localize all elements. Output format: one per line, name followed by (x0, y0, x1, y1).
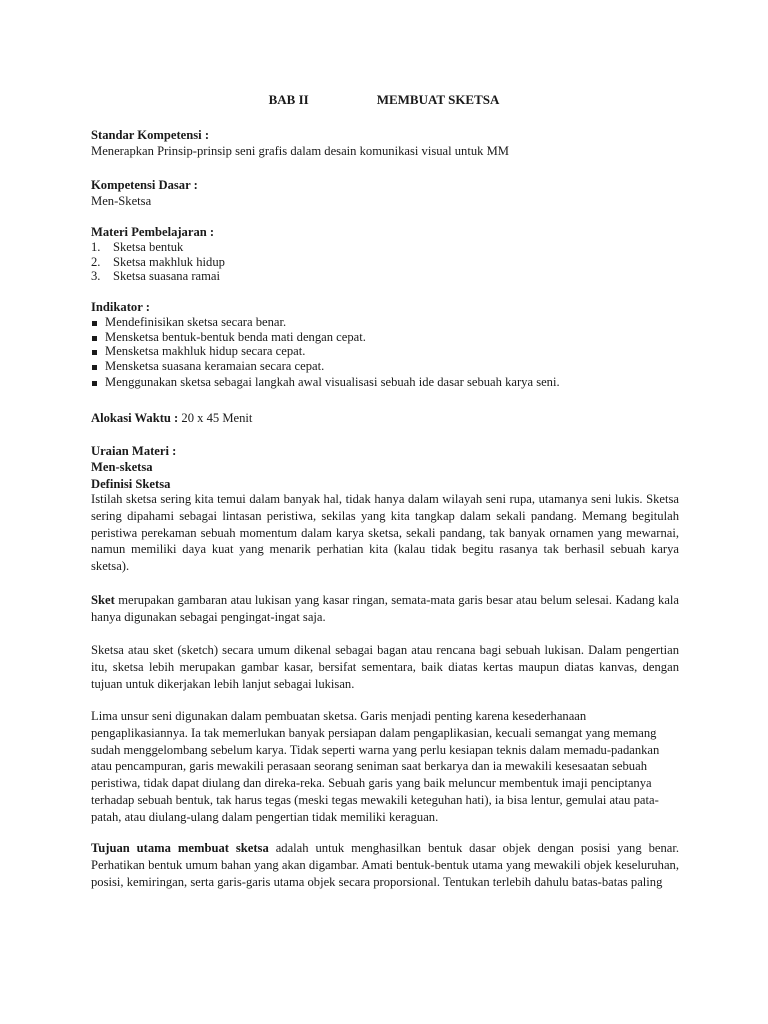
standar-kompetensi-section (91, 127, 679, 160)
bullet-square-icon (92, 350, 97, 355)
list-item: 2. Sketsa makhluk hidup (91, 254, 225, 269)
indikator-section (91, 299, 679, 390)
bullet-square-icon (92, 336, 97, 341)
page-title (0, 92, 768, 108)
bullet-square-icon (92, 321, 97, 326)
uraian-materi-label: Uraian Materi : (91, 444, 177, 458)
uraian-materi-section (91, 443, 679, 492)
men-sketsa-heading: Men-sketsa (91, 460, 153, 475)
kompetensi-dasar-text: Men-Sketsa (91, 194, 152, 209)
bullet-square-icon (92, 381, 97, 386)
kompetensi-dasar-label: Kompetensi Dasar : (91, 178, 198, 192)
list-item: 1. Sketsa bentuk (91, 240, 184, 255)
paragraph-line: sudah menggelombang sebelum karya. Tidak seperti warna yang perlu kesiapan teknis dalam memadu-padankan (91, 742, 660, 757)
paragraph-line: terhadap sebuah bentuk, tak harus tegas (meski tegas mewakili keteguhan hati), ia bisa lentur, gemulai atau pata- (91, 792, 659, 807)
kompetensi-dasar-section (91, 177, 679, 210)
paragraph-line: peristiwa, tidak dapat diulang dan direka-reka. Sebuah garis yang baik meluncur membentuk imaji penciptanya (91, 776, 652, 791)
paragraph-3: Sketsa atau sket (sketch) secara umum dikenal sebagai bagan atau rencana bagi sebuah lukisan. Dalam pengertian itu, sketsa lebih merupakan gambar kasar, bersifat sementara, baik diatas kertas maupun diatas kanvas, dengan tujuan untuk dikerjakan lebih lanjut sebagai lukisan. (91, 643, 679, 691)
tujuan-utama-term: Tujuan utama membuat sketsa (91, 841, 269, 855)
materi-pembelajaran-section (91, 224, 679, 284)
materi-list (91, 240, 679, 284)
materi-pembelajaran-label: Materi Pembelajaran : (91, 225, 215, 239)
bullet-square-icon (92, 365, 97, 370)
indikator-list (91, 315, 679, 390)
list-item: Menggunakan sketsa sebagai langkah awal visualisasi sebuah ide dasar sebuah karya seni. (91, 375, 679, 390)
chapter-heading: MEMBUAT SKETSA (376, 92, 500, 107)
list-item: Mensketsa suasana keramaian secara cepat. (91, 359, 679, 374)
paragraph-line: pengaplikasiannya. Ia tak memerlukan banyak persiapan dalam pengaplikasian, kecuali semangat yang memang (91, 725, 657, 740)
standar-kompetensi-label: Standar Kompetensi : (91, 128, 210, 142)
paragraph-4 (91, 708, 679, 826)
alokasi-waktu-value: 20 x 45 Menit (178, 411, 253, 425)
chapter-label: BAB II (268, 92, 309, 107)
paragraph-2: Sket merupakan gambaran atau lukisan yang kasar ringan, semata-mata garis besar atau belum selesai. Kadang kala hanya digunakan sebagai pengingat-ingat saja. (91, 593, 679, 624)
paragraph-5: Tujuan utama membuat sketsa adalah untuk menghasilkan bentuk dasar objek dengan posisi yang benar. Perhatikan bentuk umum bahan yang akan digambar. Amati bentuk-bentuk utama yang mewakili objek keseluruhan, posisi, kemiringan, serta garis-garis utama objek secara proporsional. Tentukan terlebih dahulu batas-batas paling (91, 841, 679, 889)
paragraph-line: Lima unsur seni digunakan dalam pembuatan sketsa. Garis menjadi penting karena kesederhanaan (91, 709, 587, 723)
definisi-sketsa-heading: Definisi Sketsa (91, 476, 171, 491)
list-item: Mendefinisikan sketsa secara benar. (91, 315, 679, 330)
paragraph-1: Istilah sketsa sering kita temui dalam banyak hal, tidak hanya dalam wilayah seni rupa, utamanya seni lukis. Sketsa sering dipahami sebagai lintasan peristiwa, sekilas yang kita tangkap dalam sekali pandang. Memang begitulah peristiwa perekaman sebuah momentum dalam karya sketsa, sekali pandang, tak banyak ornamen yang mewarnai, namun memiliki daya kuat yang menarik perhatian kita (kalau tidak begitu rasanya tak berhasil sebuah karya sketsa). (91, 492, 679, 574)
sket-term: Sket (91, 593, 115, 607)
list-item: Mensketsa makhluk hidup secara cepat. (91, 344, 679, 359)
list-item: Mensketsa bentuk-bentuk benda mati dengan cepat. (91, 330, 679, 345)
paragraph-line: patah, atau diulang-ulang dalam pengertian tidak memiliki keraguan. (91, 809, 439, 824)
list-item: 3. Sketsa suasana ramai (91, 269, 221, 284)
indikator-label: Indikator : (91, 300, 150, 314)
paragraph-line: atau pencampuran, garis mewakili perasaan seorang seniman saat berkarya dan ia mewakili kesesaatan sebuah (91, 759, 647, 774)
alokasi-waktu-label: Alokasi Waktu : (91, 411, 179, 425)
alokasi-waktu (91, 410, 679, 426)
standar-kompetensi-text: Menerapkan Prinsip-prinsip seni grafis dalam desain komunikasi visual untuk MM (91, 144, 509, 159)
